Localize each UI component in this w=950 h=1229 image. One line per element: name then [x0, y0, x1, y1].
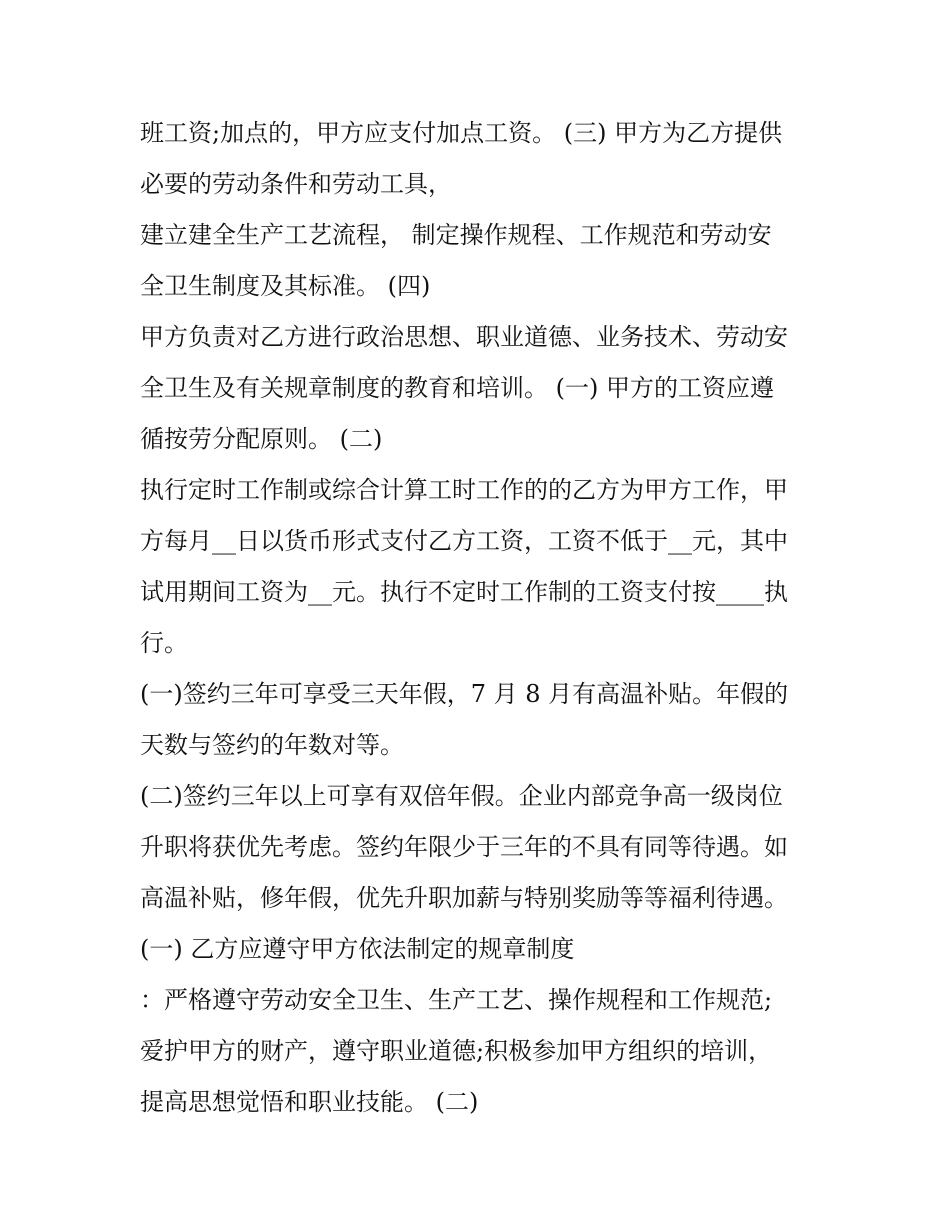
- text-line-2: 必要的劳动条件和劳动工具，: [140, 170, 452, 198]
- text-line-13: 天数与签约的年数对等。: [140, 731, 404, 759]
- text-line-7: 循按劳分配原则。 (二): [140, 425, 383, 453]
- text-line-9: 方每月__日以货币形式支付乙方工资，工资不低于__元，其中: [140, 527, 788, 555]
- text-line-10: 试用期间工资为__元。执行不定时工作制的工资支付按____执: [140, 578, 788, 606]
- text-line-15: 升职将获优先考虑。签约年限少于三年的不具有同等待遇。如: [140, 833, 788, 861]
- text-line-16: 高温补贴，修年假，优先升职加薪与特别奖励等等福利待遇。: [140, 884, 788, 912]
- text-line-17: (一) 乙方应遵守甲方依法制定的规章制度: [140, 935, 575, 963]
- text-line-6: 全卫生及有关规章制度的教育和培训。 (一) 甲方的工资应遵: [140, 374, 774, 402]
- text-line-12: (一)签约三年可享受三天年假，7 月 8 月有高温补贴。年假的: [140, 680, 789, 708]
- text-line-19: 爱护甲方的财产，遵守职业道德;积极参加甲方组织的培训，: [140, 1037, 773, 1065]
- text-line-11: 行。: [140, 629, 188, 657]
- text-line-8: 执行定时工作制或综合计算工时工作的的乙方为甲方工作，甲: [140, 476, 788, 504]
- text-line-3: 建立建全生产工艺流程， 制定操作规程、工作规范和劳动安: [140, 221, 772, 249]
- text-line-14: (二)签约三年以上可享有双倍年假。企业内部竞争高一级岗位: [140, 782, 783, 810]
- text-line-1: 班工资;加点的，甲方应支付加点工资。 (三) 甲方为乙方提供: [140, 119, 783, 147]
- text-line-20: 提高思想觉悟和职业技能。 (二): [140, 1088, 479, 1116]
- text-line-5: 甲方负责对乙方进行政治思想、职业道德、业务技术、劳动安: [140, 323, 788, 351]
- text-line-18: ：严格遵守劳动安全卫生、生产工艺、操作规程和工作规范;: [140, 986, 773, 1014]
- text-line-4: 全卫生制度及其标准。 (四): [140, 272, 431, 300]
- document-body: [140, 108, 830, 1128]
